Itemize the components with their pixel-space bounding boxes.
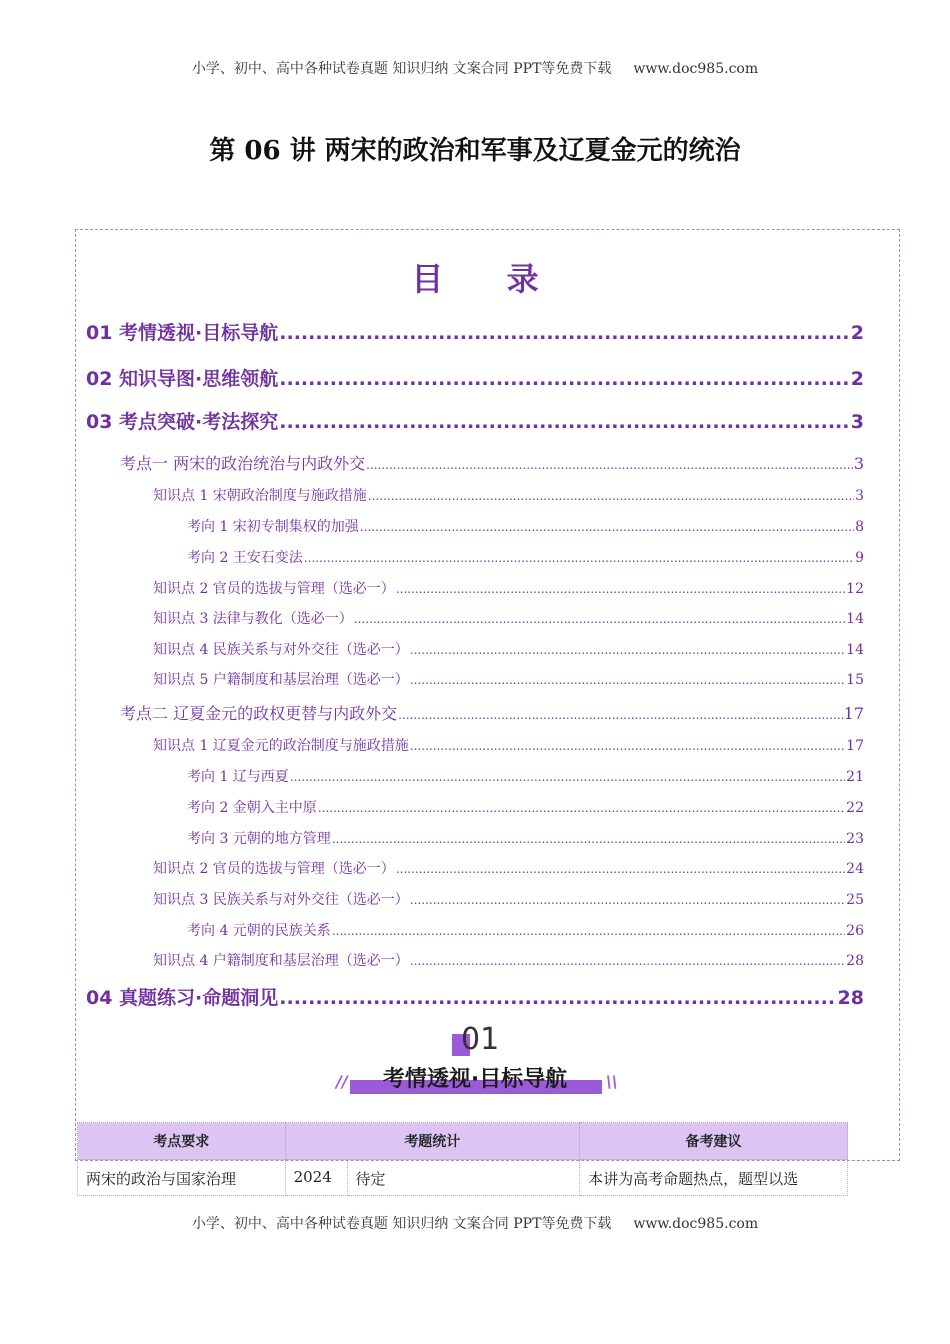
- section-slash-right: \\: [606, 1072, 618, 1091]
- toc-item[interactable]: 知识点 3 法律与教化（选必一） ..... 14: [153, 608, 864, 628]
- table-header-cell: 备考建议: [580, 1123, 848, 1160]
- toc-item[interactable]: 知识点 5 户籍制度和基层治理（选必一） ..... 15: [153, 669, 864, 689]
- toc-item[interactable]: 知识点 2 官员的选拔与管理（选必一） ..... 12: [153, 578, 864, 598]
- table-header-row: [78, 1123, 848, 1160]
- page-footer: [0, 1213, 950, 1233]
- footer-text: 小学、初中、高中各种试卷真题 知识归纳 文案合同 PPT等免费下载: [191, 1216, 612, 1232]
- toc-item[interactable]: 02 知识导图·思维领航 ..... 2: [86, 364, 864, 391]
- table-cell: 两宋的政治与国家治理: [78, 1160, 286, 1196]
- toc-item[interactable]: 考向 2 王安石变法 ..... 9: [187, 547, 864, 567]
- toc-item[interactable]: 考点二 辽夏金元的政权更替与内政外交 ..... 17: [120, 701, 864, 724]
- document-title: 第 06 讲 两宋的政治和军事及辽夏金元的统治: [209, 136, 741, 166]
- table-cell: 2024: [285, 1160, 347, 1196]
- toc-item[interactable]: 知识点 1 辽夏金元的政治制度与施政措施 ..... 17: [153, 735, 864, 755]
- toc-item[interactable]: 知识点 4 户籍制度和基层治理（选必一） ..... 28: [153, 950, 864, 970]
- toc-item[interactable]: 考向 3 元朝的地方管理 ..... 23: [187, 828, 864, 848]
- footer-site[interactable]: www.doc985.com: [633, 1216, 759, 1232]
- toc-item[interactable]: 考向 1 宋初专制集权的加强 ..... 8: [187, 516, 864, 536]
- toc-item[interactable]: 知识点 1 宋朝政治制度与施政措施 ..... 3: [153, 485, 864, 505]
- toc-item[interactable]: 考点一 两宋的政治统治与内政外交 ..... 3: [120, 451, 864, 474]
- toc-item[interactable]: 知识点 2 官员的选拔与管理（选必一） ..... 24: [153, 858, 864, 878]
- table-header-cell: 考题统计: [285, 1123, 579, 1160]
- toc-item[interactable]: 考向 1 辽与西夏 ..... 21: [187, 766, 864, 786]
- toc-item[interactable]: 知识点 3 民族关系与对外交往（选必一） ..... 25: [153, 889, 864, 909]
- requirements-table: [77, 1122, 848, 1196]
- table-row: [78, 1160, 848, 1196]
- section-number: 01: [461, 1022, 500, 1057]
- toc-item[interactable]: 01 考情透视·目标导航 ..... 2: [86, 318, 864, 345]
- toc-item[interactable]: 考向 4 元朝的民族关系 ..... 26: [187, 920, 864, 940]
- toc-item[interactable]: 知识点 4 民族关系与对外交往（选必一） ..... 14: [153, 639, 864, 659]
- toc-item[interactable]: 04 真题练习·命题洞见 ..... 28: [86, 983, 864, 1010]
- page-header: [0, 58, 950, 78]
- toc-item[interactable]: 03 考点突破·考法探究 ..... 3: [86, 407, 864, 434]
- header-site[interactable]: www.doc985.com: [633, 61, 759, 77]
- header-text: 小学、初中、高中各种试卷真题 知识归纳 文案合同 PPT等免费下载: [191, 61, 612, 77]
- toc-heading: 目 录: [411, 260, 565, 298]
- toc-item[interactable]: 考向 2 金朝入主中原 ..... 22: [187, 797, 864, 817]
- table-header-cell: 考点要求: [78, 1123, 286, 1160]
- section-title: 考情透视·目标导航: [382, 1067, 568, 1092]
- section-slash-left: //: [336, 1072, 348, 1091]
- table-cell: 本讲为高考命题热点，题型以选: [580, 1160, 848, 1196]
- table-cell: 待定: [347, 1160, 580, 1196]
